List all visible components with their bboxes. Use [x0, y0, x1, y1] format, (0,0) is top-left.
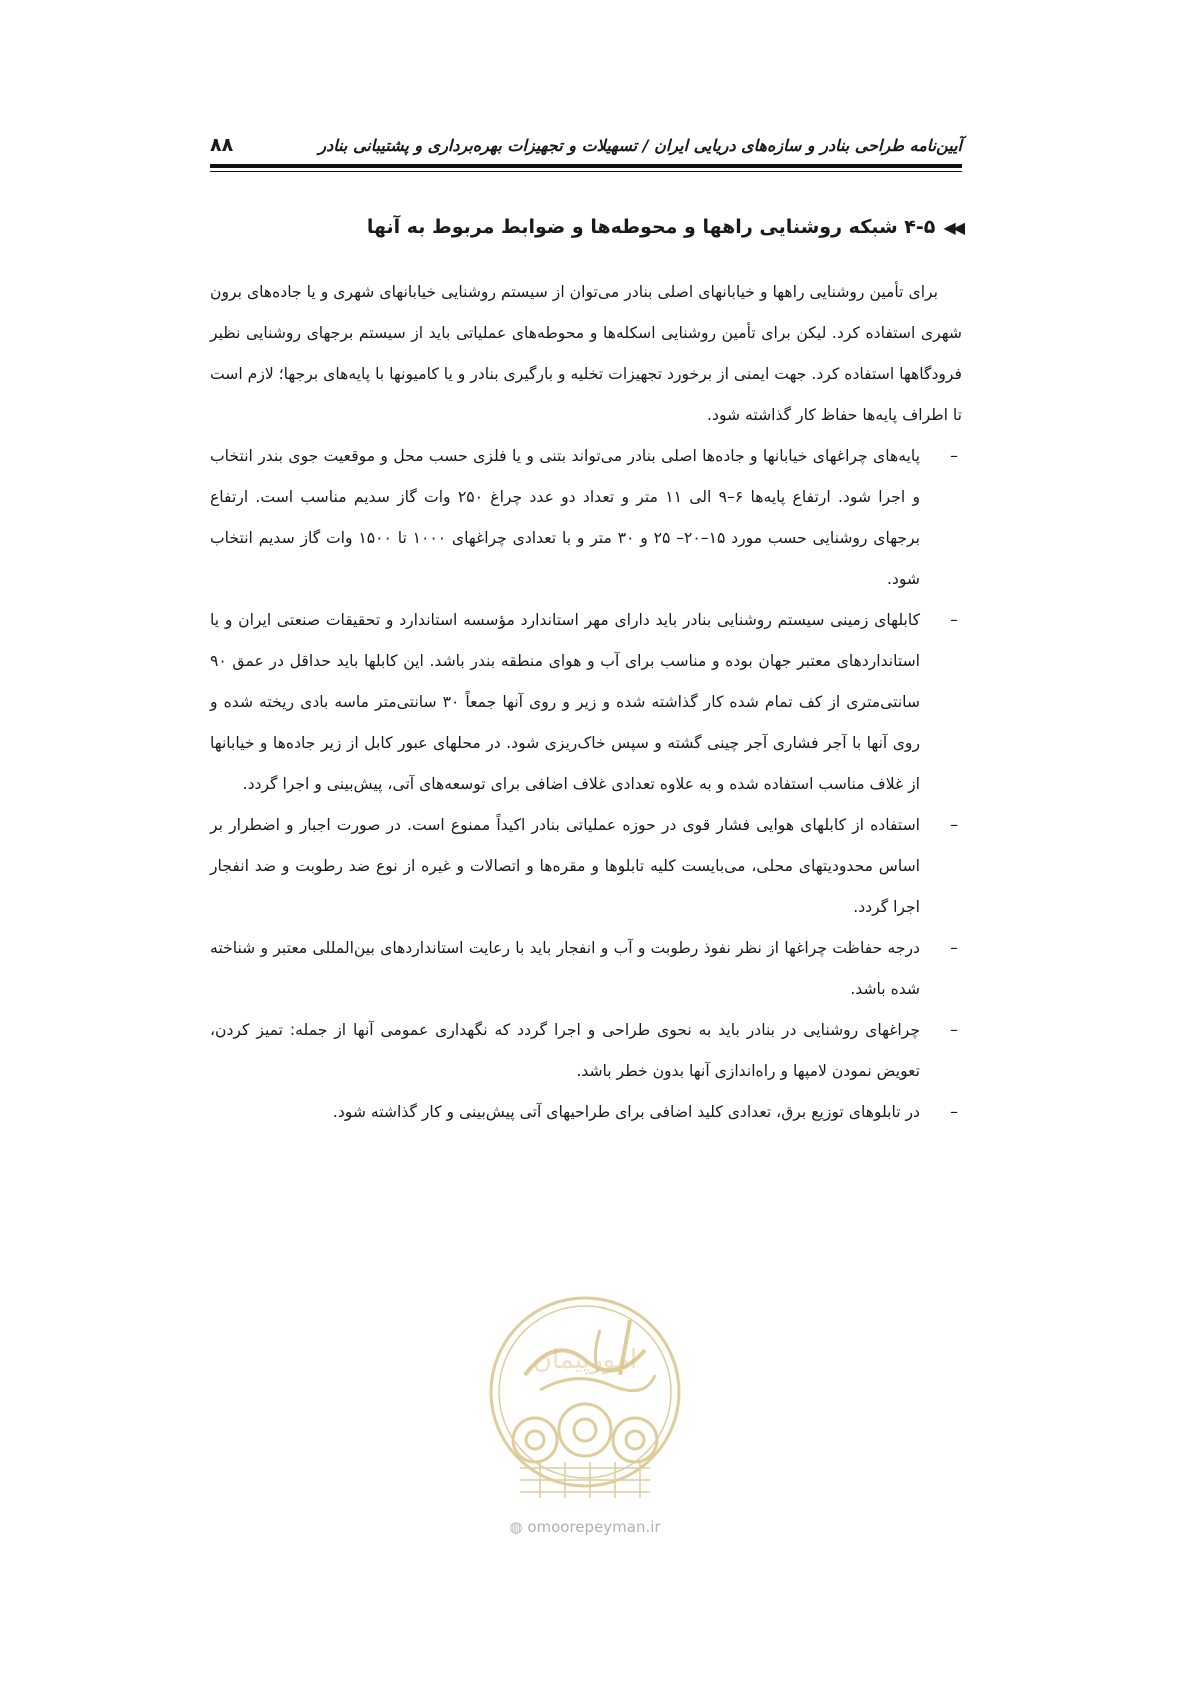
dash-marker: –	[950, 1103, 958, 1121]
watermark-logo-text: امورپیمان	[532, 1345, 638, 1375]
section-heading-text: ۴-۵ شبکه روشنایی راهها و محوطه‌ها و ضوابط مربوط به آنها	[366, 216, 936, 238]
watermark-url-text: omoorepeyman.ir	[527, 1518, 661, 1536]
list-item-text: در تابلوهای توزیع برق، تعدادی کلید اضافی برای طراحیهای آتی پیش‌بینی و کار گذاشته شود.	[332, 1103, 920, 1121]
header-rule-thin	[210, 171, 962, 172]
dash-marker: –	[950, 816, 958, 834]
list-item-text: پایه‌های چراغهای خیابانها و جاده‌ها اصلی بنادر می‌تواند بتنی و یا فلزی حسب محل و موقعیت جوی بندر انتخاب و اجرا شود. ارتفاع پایه‌ها ۶–۹ الی ۱۱ متر و تعداد دو عدد چراغ ۲۵۰ وات گاز سدیم مناسب است. ارتفاع برجهای روشنایی حسب مورد ۱۵–۲۰– ۲۵ و ۳۰ متر و با تعدادی چراغهای ۱۰۰۰ تا ۱۵۰۰ وات گاز سدیم انتخاب شود.	[210, 447, 920, 588]
page-number: ۸۸	[210, 134, 234, 156]
header-rule-thick	[210, 164, 962, 168]
bullet-list	[210, 436, 962, 1133]
list-item	[210, 928, 962, 1010]
running-header	[210, 128, 962, 162]
list-item-text: درجه حفاظت چراغها از نظر نفوذ رطوبت و آب و انفجار باید با رعایت استانداردهای بین‌المللی معتبر و شناخته شده باشد.	[210, 939, 920, 998]
dash-marker: –	[950, 1021, 958, 1039]
watermark-logo	[480, 1280, 690, 1520]
list-item-text: استفاده از کابلهای هوایی فشار قوی در حوزه عملیاتی بنادر اکیداً ممنوع است. در صورت اجبار و اضطرار بر اساس محدودیتهای محلی، می‌بایست کلیه تابلوها و مقره‌ها و اتصالات و غیره از نوع ضد رطوبت و ضد انفجار اجرا گردد.	[210, 816, 920, 916]
intro-paragraph: برای تأمین روشنایی راهها و خیابانهای اصلی بنادر می‌توان از سیستم روشنایی خیابانهای شهری و یا جاده‌های برون شهری استفاده کرد. لیکن برای تأمین روشنایی اسکله‌ها و محوطه‌های عملیاتی باید از سیستم برجهای روشنایی نظیر فرودگاهها استفاده کرد. جهت ایمنی از برخورد تجهیزات تخلیه و بارگیری بنادر و یا کامیونها با پایه‌های برجها؛ لازم است تا اطراف پایه‌ها حفاظ کار گذاشته شود.	[210, 283, 962, 424]
list-item	[210, 436, 962, 600]
list-item-text: چراغهای روشنایی در بنادر باید به نحوی طراحی و اجرا گردد که نگهداری عمومی آنها از جمله: تمیز کردن، تعویض نمودن لامپها و راه‌اندازی آنها بدون خطر باشد.	[210, 1021, 920, 1080]
section-heading	[210, 216, 962, 238]
list-item	[210, 805, 962, 928]
list-item	[210, 600, 962, 805]
dash-marker: –	[950, 447, 958, 465]
watermark-url	[470, 1518, 700, 1536]
list-item	[210, 1092, 962, 1133]
running-title: آیین‌نامه طراحی بنادر و سازه‌های دریایی ایران / تسهیلات و تجهیزات بهره‌برداری و پشتیبانی بنادر	[318, 135, 962, 155]
body-content	[210, 272, 962, 1133]
dash-marker: –	[950, 939, 958, 957]
globe-icon: ◍	[509, 1518, 523, 1536]
list-item	[210, 1010, 962, 1092]
dash-marker: –	[950, 611, 958, 629]
double-arrow-icon: ◀◀	[943, 217, 962, 237]
list-item-text: کابلهای زمینی سیستم روشنایی بنادر باید دارای مهر استاندارد مؤسسه استاندارد و تحقیقات صنعتی ایران و یا استانداردهای معتبر جهان بوده و مناسب برای آب و هوای منطقه بندر باشد. این کابلها باید حداقل در عمق ۹۰ سانتی‌متری از کف تمام شده کار گذاشته شده و زیر و روی آنها جمعاً ۳۰ سانتی‌متر ماسه بادی ریخته شده و روی آنها با آجر فشاری آجر چینی گشته و سپس خاک‌ریزی شود. در محلهای عبور کابل از زیر جاده‌ها و خیابانها از غلاف مناسب استفاده شده و به علاوه تعدادی غلاف اضافی برای توسعه‌های آتی، پیش‌بینی و اجرا گردد.	[210, 611, 920, 793]
